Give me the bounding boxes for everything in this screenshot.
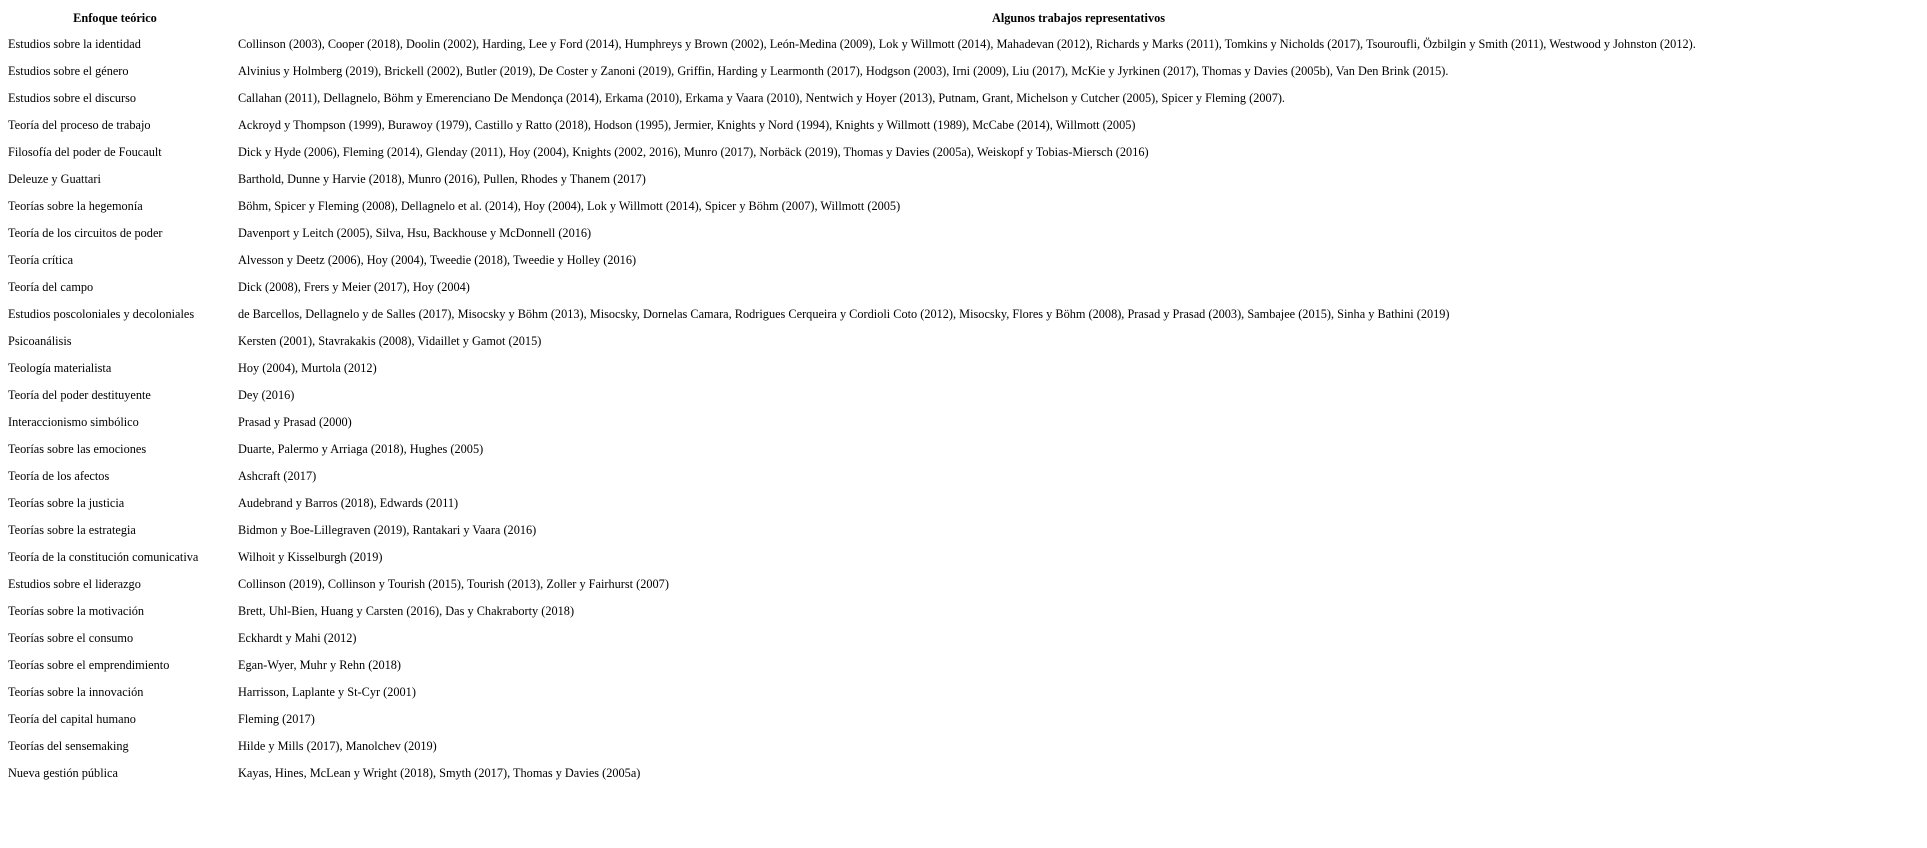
works-cell: Alvesson y Deetz (2006), Hoy (2004), Tweedie (2018), Tweedie y Holley (2016) [238,253,637,267]
works-cell: Davenport y Leitch (2005), Silva, Hsu, Backhouse y McDonnell (2016) [238,226,592,240]
works-cell: de Barcellos, Dellagnelo y de Salles (2017), Misocsky y Böhm (2013), Misocsky, Dornelas Camara, Rodrigues Cerqueira y Cordioli Coto (2012), Misocsky, Flores y Böhm (2008), Prasad y Prasad (2003), Sambajee (2015), Sinha y Bathini (2019) [238,307,1450,321]
table-row [0,490,1927,517]
works-cell: Ackroyd y Thompson (1999), Burawoy (1979), Castillo y Ratto (2018), Hodson (1995), Jermier, Knights y Nord (1994), Knights y Willmott (1989), McCabe (2014), Willmott (2005) [238,118,1136,132]
works-cell: Dey (2016) [238,388,295,402]
table-row [0,517,1927,544]
table-row [0,274,1927,301]
approach-cell: Teoría del poder destituyente [8,388,151,402]
column-header-works: Algunos trabajos representativos [991,10,1166,25]
table-row [0,382,1927,409]
table-row [0,139,1927,166]
approach-cell: Teorías sobre la estrategia [8,523,136,537]
theories-table [0,5,1927,787]
works-cell: Barthold, Dunne y Harvie (2018), Munro (2016), Pullen, Rhodes y Thanem (2017) [238,172,646,186]
approach-cell: Teoría de los afectos [8,469,110,483]
table-row [0,328,1927,355]
table-row [0,112,1927,139]
table-row [0,571,1927,598]
works-cell: Fleming (2017) [238,712,315,726]
header-row [0,5,1927,31]
table-row [0,301,1927,328]
works-cell: Hilde y Mills (2017), Manolchev (2019) [238,739,437,753]
works-cell: Collinson (2003), Cooper (2018), Doolin (2002), Harding, Lee y Ford (2014), Humphreys y Brown (2002), León-Medina (2009), Lok y Willmott (2014), Mahadevan (2012), Richards y Marks (2011), Tomkins y Nicholds (2017), Tsouroufli, Özbilgin y Smith (2011), Westwood y Johnston (2012). [238,37,1696,51]
approach-cell: Teorías sobre el emprendimiento [8,658,170,672]
approach-cell: Estudios poscoloniales y decoloniales [8,307,195,321]
works-cell: Egan-Wyer, Muhr y Rehn (2018) [238,658,402,672]
approach-cell: Teoría de los circuitos de poder [8,226,163,240]
works-cell: Hoy (2004), Murtola (2012) [238,361,377,375]
approach-cell: Estudios sobre el discurso [8,91,137,105]
approach-cell: Teorías sobre la hegemonía [8,199,143,213]
table-row [0,760,1927,787]
table-row [0,166,1927,193]
approach-cell: Teorías sobre la innovación [8,685,144,699]
table-row [0,247,1927,274]
approach-cell: Estudios sobre la identidad [8,37,141,51]
works-cell: Harrisson, Laplante y St-Cyr (2001) [238,685,416,699]
works-cell: Duarte, Palermo y Arriaga (2018), Hughes (2005) [238,442,484,456]
works-cell: Böhm, Spicer y Fleming (2008), Dellagnelo et al. (2014), Hoy (2004), Lok y Willmott (2014), Spicer y Böhm (2007), Willmott (2005) [238,199,901,213]
approach-cell: Teorías sobre el consumo [8,631,134,645]
works-cell: Dick y Hyde (2006), Fleming (2014), Glenday (2011), Hoy (2004), Knights (2002, 2016), Munro (2017), Norbäck (2019), Thomas y Davies (2005a), Weiskopf y Tobias-Miersch (2016) [238,145,1149,159]
works-cell: Eckhardt y Mahi (2012) [238,631,357,645]
column-header-approach: Enfoque teórico [73,10,157,25]
approach-cell: Deleuze y Guattari [8,172,101,186]
table-row [0,355,1927,382]
table-row [0,652,1927,679]
works-cell: Collinson (2019), Collinson y Tourish (2015), Tourish (2013), Zoller y Fairhurst (2007) [238,577,669,591]
works-cell: Prasad y Prasad (2000) [238,415,352,429]
approach-cell: Teorías sobre la motivación [8,604,145,618]
table-row [0,544,1927,571]
table-row [0,193,1927,220]
approach-cell: Estudios sobre el liderazgo [8,577,141,591]
table-row [0,220,1927,247]
table-row [0,85,1927,112]
approach-cell: Estudios sobre el género [8,64,129,78]
table-row [0,625,1927,652]
approach-cell: Teorías sobre las emociones [8,442,147,456]
theories-table-container [0,5,1927,787]
works-cell: Bidmon y Boe-Lillegraven (2019), Rantakari y Vaara (2016) [238,523,537,537]
works-cell: Audebrand y Barros (2018), Edwards (2011) [238,496,459,510]
approach-cell: Interaccionismo simbólico [8,415,139,429]
approach-cell: Psicoanálisis [8,334,72,348]
table-row [0,409,1927,436]
table-row [0,436,1927,463]
table-row [0,733,1927,760]
works-cell: Callahan (2011), Dellagnelo, Böhm y Emerenciano De Mendonça (2014), Erkama (2010), Erkama y Vaara (2010), Nentwich y Hoyer (2013), Putnam, Grant, Michelson y Cutcher (2005), Spicer y Fleming (2007). [238,91,1286,105]
works-cell: Dick (2008), Frers y Meier (2017), Hoy (2004) [238,280,470,294]
approach-cell: Teorías sobre la justicia [8,496,125,510]
approach-cell: Nueva gestión pública [8,766,118,780]
table-row [0,679,1927,706]
approach-cell: Teoría crítica [8,253,74,267]
works-cell: Wilhoit y Kisselburgh (2019) [238,550,383,564]
approach-cell: Filosofía del poder de Foucault [8,145,162,159]
approach-cell: Teoría del capital humano [8,712,136,726]
works-cell: Kersten (2001), Stavrakakis (2008), Vidaillet y Gamot (2015) [238,334,542,348]
table-row [0,31,1927,58]
works-cell: Brett, Uhl-Bien, Huang y Carsten (2016), Das y Chakraborty (2018) [238,604,575,618]
table-row [0,58,1927,85]
table-row [0,463,1927,490]
approach-cell: Teoría del campo [8,280,94,294]
table-row [0,706,1927,733]
table-header [0,5,1927,31]
works-cell: Alvinius y Holmberg (2019), Brickell (2002), Butler (2019), De Coster y Zanoni (2019), Griffin, Harding y Learmonth (2017), Hodgson (2003), Irni (2009), Liu (2017), McKie y Jyrkinen (2017), Thomas y Davies (2005b), Van Den Brink (2015). [238,64,1449,78]
approach-cell: Teorías del sensemaking [8,739,129,753]
works-cell: Ashcraft (2017) [238,469,317,483]
table-row [0,598,1927,625]
approach-cell: Teoría de la constitución comunicativa [8,550,199,564]
approach-cell: Teoría del proceso de trabajo [8,118,151,132]
table-body [0,31,1927,787]
approach-cell: Teología materialista [8,361,112,375]
works-cell: Kayas, Hines, McLean y Wright (2018), Smyth (2017), Thomas y Davies (2005a) [238,766,641,780]
